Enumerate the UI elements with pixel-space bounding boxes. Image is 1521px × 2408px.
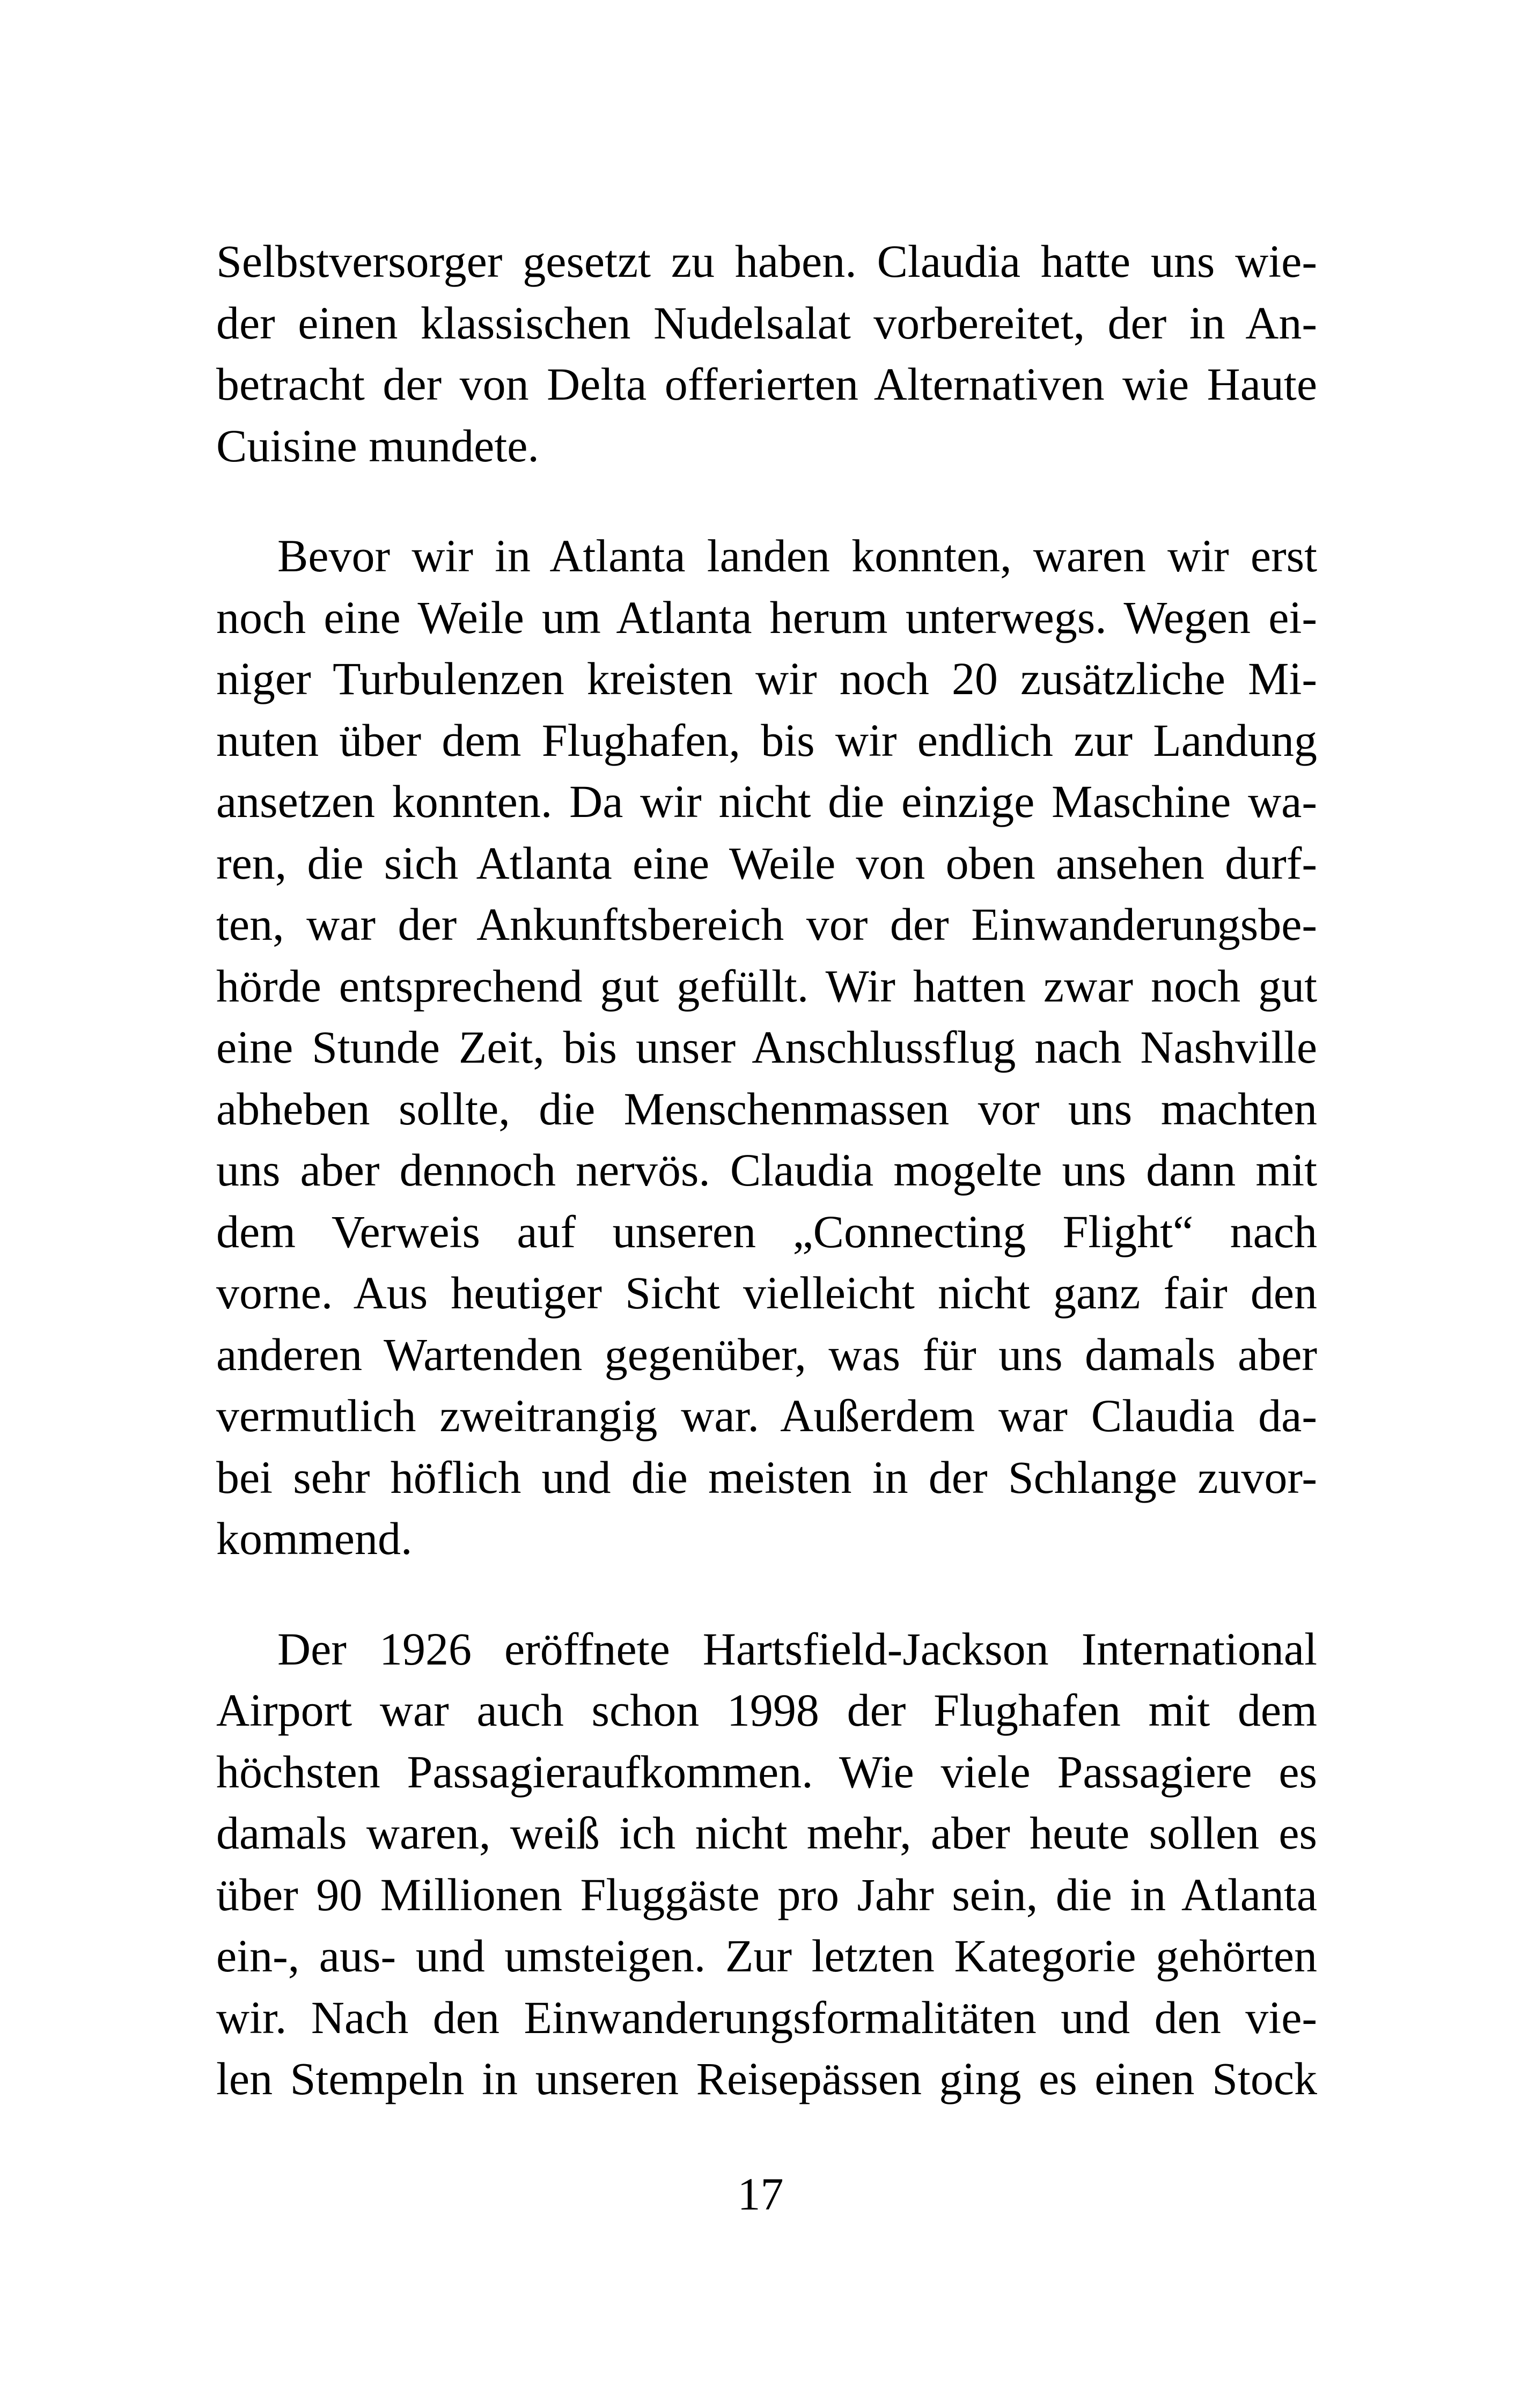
text-line: Cuisine mundete.	[216, 419, 539, 472]
text-line: über 90 Millionen Fluggäste pro Jahr sein, die in Atlanta	[216, 1868, 1317, 1920]
text-line: Selbstversorger gesetzt zu haben. Claudia hatte uns wie-	[216, 235, 1317, 287]
text-line: abheben sollte, die Menschenmassen vor uns machten	[216, 1083, 1317, 1135]
text-line: vermutlich zweitrangig war. Außerdem war Claudia da-	[216, 1390, 1317, 1441]
text-line: kommend.	[216, 1513, 413, 1564]
paragraph	[216, 1618, 1317, 2110]
text-line: ten, war der Ankunftsbereich vor der Einwanderungsbe-	[216, 899, 1317, 950]
text-line: Airport war auch schon 1998 der Flughafen mit dem	[216, 1684, 1317, 1736]
text-line: vorne. Aus heutiger Sicht vielleicht nicht ganz fair den	[216, 1267, 1317, 1319]
text-line: uns aber dennoch nervös. Claudia mogelte uns dann mit	[216, 1144, 1317, 1196]
text-line: ein-, aus- und umsteigen. Zur letzten Kategorie gehörten	[216, 1930, 1317, 1982]
text-line: nuten über dem Flughafen, bis wir endlich zur Landung	[216, 714, 1317, 766]
text-line: Der 1926 eröffnete Hartsfield-Jackson International	[277, 1623, 1317, 1675]
text-line: betracht der von Delta offerierten Alternativen wie Haute	[216, 358, 1317, 410]
paragraph	[216, 231, 1317, 476]
text-line: len Stempeln in unseren Reisepässen ging es einen Stock	[216, 2053, 1317, 2104]
page-number: 17	[737, 2168, 784, 2220]
text-line: bei sehr höflich und die meisten in der Schlange zuvor-	[216, 1451, 1317, 1503]
text-line: damals waren, weiß ich nicht mehr, aber heute sollen es	[216, 1807, 1317, 1859]
paragraph	[216, 525, 1317, 1570]
text-line: ren, die sich Atlanta eine Weile von oben ansehen durf-	[216, 837, 1317, 889]
text-line: höchsten Passagieraufkommen. Wie viele Passagiere es	[216, 1746, 1317, 1798]
text-line: dem Verweis auf unseren „Connecting Flight“ nach	[216, 1205, 1317, 1257]
text-line: der einen klassischen Nudelsalat vorbereitet, der in An-	[216, 297, 1317, 349]
text-line: noch eine Weile um Atlanta herum unterwegs. Wegen ei-	[216, 591, 1317, 643]
text-line: ansetzen konnten. Da wir nicht die einzige Maschine wa-	[216, 776, 1317, 827]
text-line: wir. Nach den Einwanderungsformalitäten und den vie-	[216, 1991, 1317, 2043]
text-line: Bevor wir in Atlanta landen konnten, waren wir erst	[277, 530, 1317, 581]
body-text	[216, 231, 1317, 2110]
text-line: anderen Wartenden gegenüber, was für uns damals aber	[216, 1328, 1317, 1380]
text-line: hörde entsprechend gut gefüllt. Wir hatten zwar noch gut	[216, 960, 1317, 1012]
text-line: niger Turbulenzen kreisten wir noch 20 zusätzliche Mi-	[216, 653, 1317, 704]
text-line: eine Stunde Zeit, bis unser Anschlussflug nach Nashville	[216, 1021, 1317, 1073]
